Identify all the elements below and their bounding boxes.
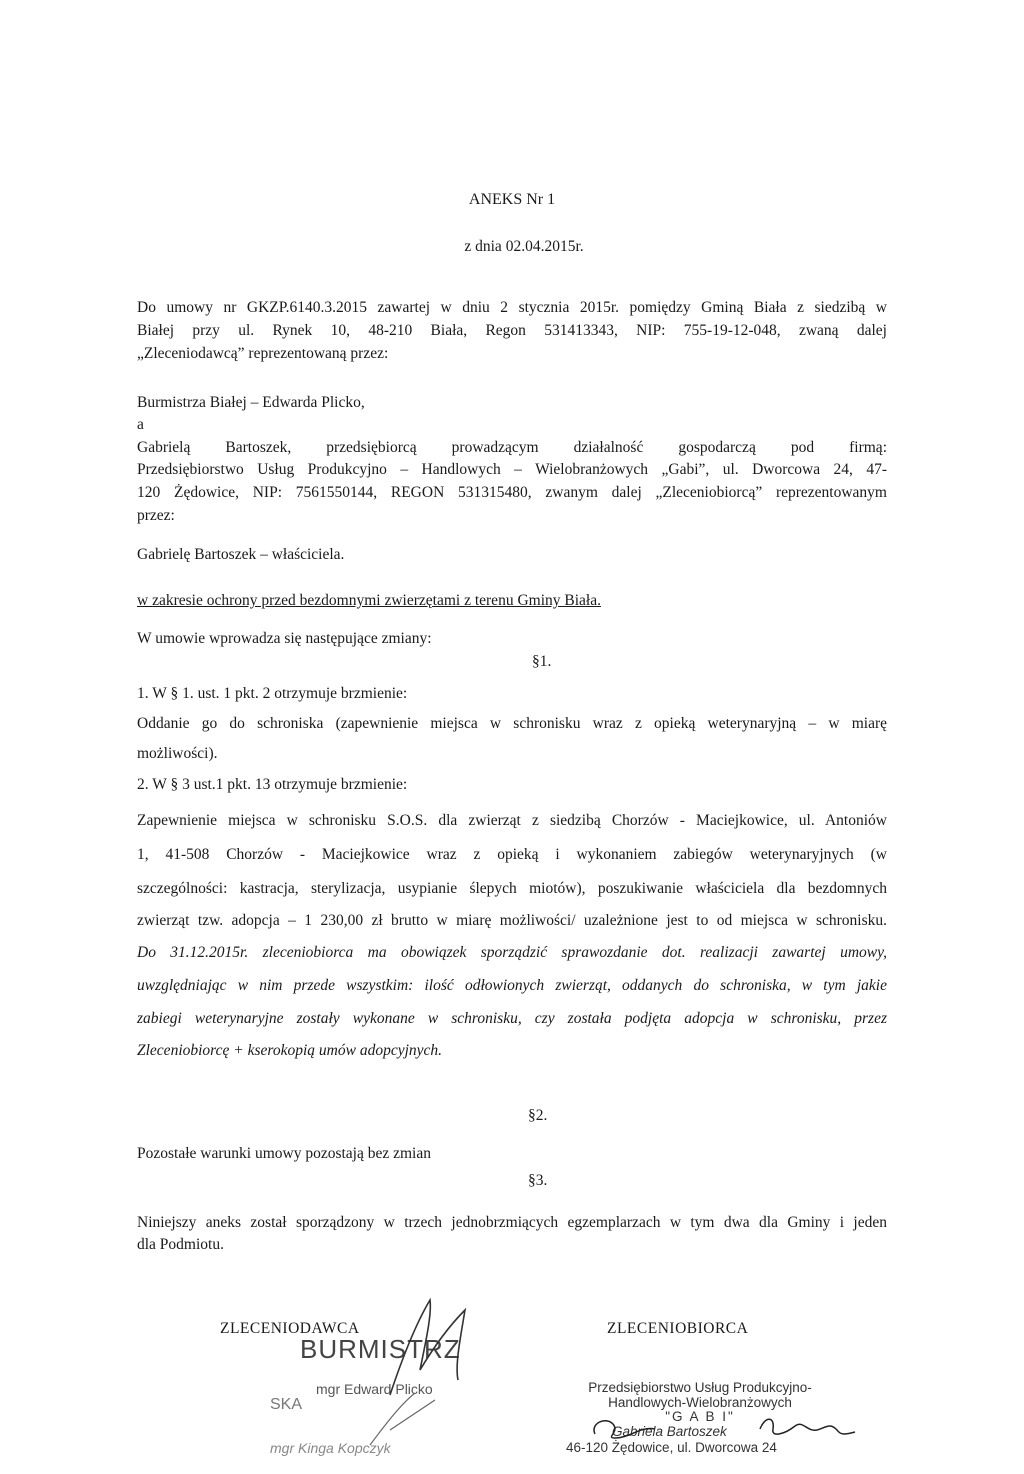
changes-intro: W umowie wprowadza się następujące zmiany: <box>137 630 432 647</box>
company-stamp-line: Gabriela Bartoszek <box>612 1424 727 1439</box>
intro-line: „Zleceniodawcą” reprezentowaną przez: <box>137 345 389 362</box>
section-1-heading: §1. <box>532 653 552 670</box>
section-1-item-header: 1. W § 1. ust. 1 pkt. 2 otrzymuje brzmienie: <box>137 685 408 702</box>
contractor-line: Gabrielą Bartoszek, przedsiębiorcą prowadzącym działalność gospodarczą pod firmą: <box>137 439 887 456</box>
contractor-label: ZLECENIOBIORCA <box>607 1320 749 1337</box>
report-obligation-line: Do 31.12.2015r. zleceniobiorca ma obowiązek sporządzić sprawozdanie dot. realizacji zawartej umowy, <box>137 944 887 961</box>
report-obligation-line: Zleceniobiorcę + kserokopią umów adopcyjnych. <box>137 1042 443 1059</box>
intro-line: Do umowy nr GKZP.6140.3.2015 zawartej w dniu 2 stycznia 2015r. pomiędzy Gminą Biała z siedzibą w <box>137 299 887 316</box>
section-2-text: Pozostałe warunki umowy pozostają bez zmian <box>137 1145 431 1162</box>
section-3-heading: §3. <box>528 1172 548 1189</box>
section-1-item-text: zwierząt tzw. adopcja – 1 230,00 zł brutto w miarę możliwości/ uzależnione jest to od miejsca w schronisku. <box>137 912 887 929</box>
mayor-stamp-name: mgr Edward Plicko <box>316 1381 433 1397</box>
principal-label: ZLECENIODAWCA <box>220 1320 360 1337</box>
countersign-name: mgr Kinga Kopczyk <box>270 1440 391 1456</box>
conjunction: a <box>137 416 144 433</box>
section-1-item-text: Zapewnienie miejsca w schronisku S.O.S. dla zwierząt z siedzibą Chorzów - Maciejkowice, ul. Antoniów <box>137 812 887 829</box>
countersign-prefix: SKA <box>270 1396 303 1413</box>
intro-line: Białej przy ul. Rynek 10, 48-210 Biała, Regon 531413343, NIP: 755-19-12-048, zwaną dalej <box>137 322 887 339</box>
document-date: z dnia 02.04.2015r. <box>464 238 584 255</box>
section-1-item-text: Oddanie go do schroniska (zapewnienie miejsca w schronisku wraz z opieką weterynaryjną – w miarę <box>137 715 887 732</box>
mayor-stamp-title: BURMISTRZ <box>300 1334 461 1364</box>
company-stamp-line: Przedsiębiorstwo Usług Produkcyjno- <box>588 1380 812 1395</box>
section-1-item-text: 1, 41-508 Chorzów - Maciejkowice wraz z opieką i wykonaniem zabiegów weterynaryjnych (w <box>137 846 887 863</box>
owner-line: Gabrielę Bartoszek – właściciela. <box>137 546 345 563</box>
section-1-item-text: możliwości). <box>137 745 218 762</box>
document-title: ANEKS Nr 1 <box>468 191 556 208</box>
company-stamp-line: Handlowych-Wielobranżowych <box>608 1395 792 1410</box>
contractor-line: przez: <box>137 507 175 524</box>
section-1-item-text: szczególności: kastracja, sterylizacja, usypianie ślepych miotów), poszukiwanie właściciela dla bezdomnych <box>137 880 887 897</box>
countersign-signature <box>360 1385 450 1455</box>
company-stamp-line: 46-120 Żędowice, ul. Dworcowa 24 <box>566 1440 777 1455</box>
scope-line: w zakresie ochrony przed bezdomnymi zwierzętami z terenu Gminy Biała. <box>137 592 601 609</box>
contractor-line: Przedsiębiorstwo Usług Produkcyjno – Handlowych – Wielobranżowych „Gabi”, ul. Dworcowa 24, 47- <box>137 461 887 478</box>
section-2-heading: §2. <box>528 1107 548 1124</box>
report-obligation-line: uwzględniając w nim przede wszystkim: ilość odłowionych zwierząt, oddanych do schroniska, w tym jakie <box>137 977 887 994</box>
contractor-line: 120 Żędowice, NIP: 7561550144, REGON 531315480, zwanym dalej „Zleceniobiorcą” reprezentowanym <box>137 484 887 501</box>
section-3-text: Niniejszy aneks został sporządzony w trzech jednobrzmiących egzemplarzach w tym dwa dla Gminy i jeden <box>137 1214 887 1231</box>
section-1-item-header: 2. W § 3 ust.1 pkt. 13 otrzymuje brzmienie: <box>137 776 408 793</box>
report-obligation-line: zabiegi weterynaryjne zostały wykonane w schronisku, czy została podjęta adopcja w schronisku, przez <box>137 1010 887 1027</box>
contractor-signature <box>585 1404 875 1449</box>
section-3-text: dla Podmiotu. <box>137 1236 224 1253</box>
company-stamp-line: "G A B I" <box>665 1409 735 1424</box>
representative: Burmistrza Białej – Edwarda Plicko, <box>137 394 365 411</box>
